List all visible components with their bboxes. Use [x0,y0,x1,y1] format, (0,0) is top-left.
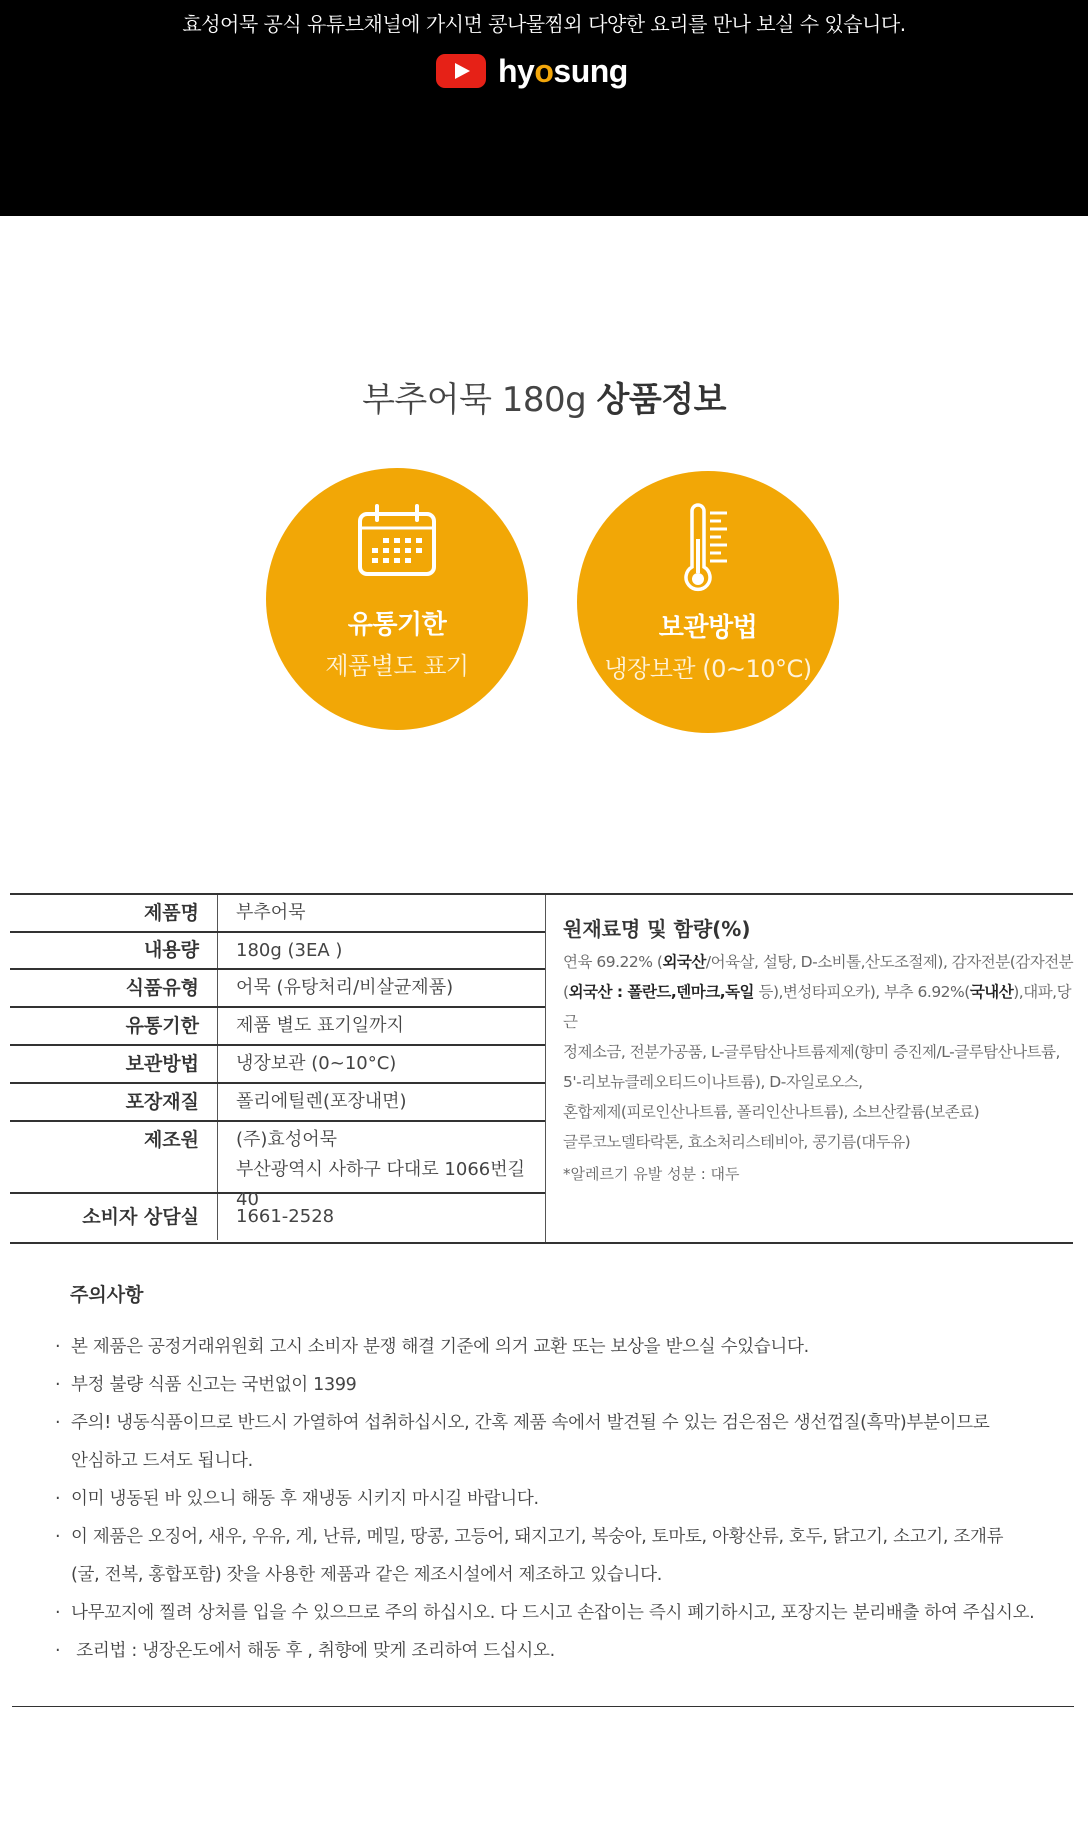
caution-item [55,1442,1065,1480]
caution-text: 조리법 : 냉장온도에서 해동 후 , 취향에 맞게 조리하여 드십시오. [71,1641,555,1661]
calendar-icon [357,504,437,578]
table-row [10,1194,545,1240]
caution-item [55,1480,1065,1518]
allergy-note: *알레르기 유발 성분 : 대두 [563,1165,740,1183]
page-title [0,372,1088,421]
product-info-table [10,893,1073,1244]
product-name: 부추어묵 180g [362,380,587,420]
caution-list [55,1328,1065,1670]
ingredient-text: 5'-리보뉴클레오티드이나트륨), D-자일로오스, [563,1073,863,1091]
row-key: 제품명 [10,895,218,931]
ingredient-text: 정제소금, 전분가공품, L-글루탐산나트륨제제(향미 증진제/L-글루탐산나트륨, [563,1043,1060,1061]
storage-label: 보관방법 [658,613,758,643]
bullet: · [55,1375,61,1395]
caution-item [55,1366,1065,1404]
table-row [10,933,545,970]
ingredient-text: ),대파,당근 [563,983,1072,1031]
ingredient-text: 등),변성타피오카), 부추 6.92%( [754,983,970,1001]
ingredient-text: ( [563,983,569,1001]
row-key: 소비자 상담실 [10,1194,218,1240]
caution-item [55,1404,1065,1442]
divider [12,1706,1074,1707]
storage-badge [577,471,839,733]
row-key: 포장재질 [10,1084,218,1120]
row-value: 냉장보관 (0~10°C) [236,1053,397,1074]
ingredients-text [563,947,1083,1157]
bullet: · [55,1603,61,1623]
title-suffix: 상품정보 [596,380,726,420]
table-row [10,1046,545,1084]
row-value: 부추어묵 [236,902,306,923]
bullet: · [55,1413,61,1433]
ingredients-title: 원재료명 및 함량(%) [563,917,751,941]
ingredient-text: 연육 69.22% ( [563,953,663,971]
origin-highlight: 국내산 [969,983,1014,1001]
top-banner [0,0,1088,216]
caution-text: (굴, 전복, 홍합포함) 잣을 사용한 제품과 같은 제조시설에서 제조하고 있습니다. [71,1565,662,1585]
origin-highlight: 외국산 : 폴란드,덴마크,독일 [568,983,755,1001]
caution-text: 이미 냉동된 바 있으니 해동 후 재냉동 시키지 마시길 바랍니다. [71,1489,539,1509]
caution-text: 이 제품은 오징어, 새우, 우유, 게, 난류, 메밀, 땅콩, 고등어, 돼지고기, 복숭아, 토마토, 아황산류, 호두, 닭고기, 소고기, 조개류 [71,1527,1004,1547]
youtube-channel-link[interactable] [436,48,628,94]
brand-logo: hyosung [498,52,628,89]
youtube-icon [436,54,486,88]
row-key: 내용량 [10,933,218,968]
row-key: 보관방법 [10,1046,218,1082]
expiry-label: 유통기한 [347,610,447,640]
table-row [10,1008,545,1046]
row-value: 1661-2528 [236,1206,335,1227]
manufacturer-name: (주)효성어묵 [236,1129,337,1150]
row-value: 180g (3EA ) [236,940,343,961]
row-value: 제품 별도 표기일까지 [236,1015,404,1036]
caution-text: 부정 불량 식품 신고는 국번없이 1399 [71,1375,357,1395]
info-table-left [10,895,546,1242]
table-row [10,895,545,933]
ingredient-text: /어육살, 설탕, D-소비톨,산도조절제), 감자전분(감자전분 [705,953,1074,971]
caution-item [55,1518,1065,1556]
bullet: · [55,1527,61,1547]
banner-text: 효성어묵 공식 유튜브채널에 가시면 콩나물찜외 다양한 요리를 만나 보실 수 있습니다. [182,12,906,36]
caution-text: 나무꼬지에 찔려 상처를 입을 수 있으므로 주의 하십시오. 다 드시고 손잡이는 즉시 폐기하시고, 포장지는 분리배출 하여 주십시오. [71,1603,1035,1623]
table-row [10,1084,545,1122]
row-value: 폴리에틸렌(포장내면) [236,1091,407,1112]
caution-item [55,1556,1065,1594]
row-value: 어묵 (유탕처리/비살균제품) [236,977,454,998]
caution-item [55,1632,1065,1670]
caution-text: 본 제품은 공정거래위원회 고시 소비자 분쟁 해결 기준에 의거 교환 또는 보상을 받으실 수있습니다. [71,1337,809,1357]
expiry-badge [266,468,528,730]
row-key: 유통기한 [10,1008,218,1044]
expiry-value: 제품별도 표기 [325,652,469,680]
storage-value: 냉장보관 (0~10°C) [604,655,812,683]
table-row [10,970,545,1008]
ingredient-text: 혼합제제(피로인산나트륨, 폴리인산나트륨), 소브산칼륨(보존료) [563,1103,980,1121]
ingredient-text: 글루코노델타락톤, 효소처리스테비아, 콩기름(대두유) [563,1133,911,1151]
caution-title: 주의사항 [70,1284,144,1306]
bullet: · [55,1641,61,1661]
row-key: 식품유형 [10,970,218,1006]
thermometer-icon [683,503,733,595]
bullet: · [55,1337,61,1357]
caution-item [55,1328,1065,1366]
origin-highlight: 외국산 [662,953,706,971]
table-row [10,1122,545,1210]
caution-text: 안심하고 드셔도 됩니다. [71,1451,253,1471]
caution-item [55,1594,1065,1632]
row-key: 제조원 [10,1122,218,1192]
bullet: · [55,1489,61,1509]
caution-text: 주의! 냉동식품이므로 반드시 가열하여 섭취하십시오, 간혹 제품 속에서 발견될 수 있는 검은점은 생선껍질(흑막)부분이므로 [71,1413,990,1433]
manufacturer-address: 부산광역시 사하구 다대로 1066번길 40 [236,1159,526,1210]
